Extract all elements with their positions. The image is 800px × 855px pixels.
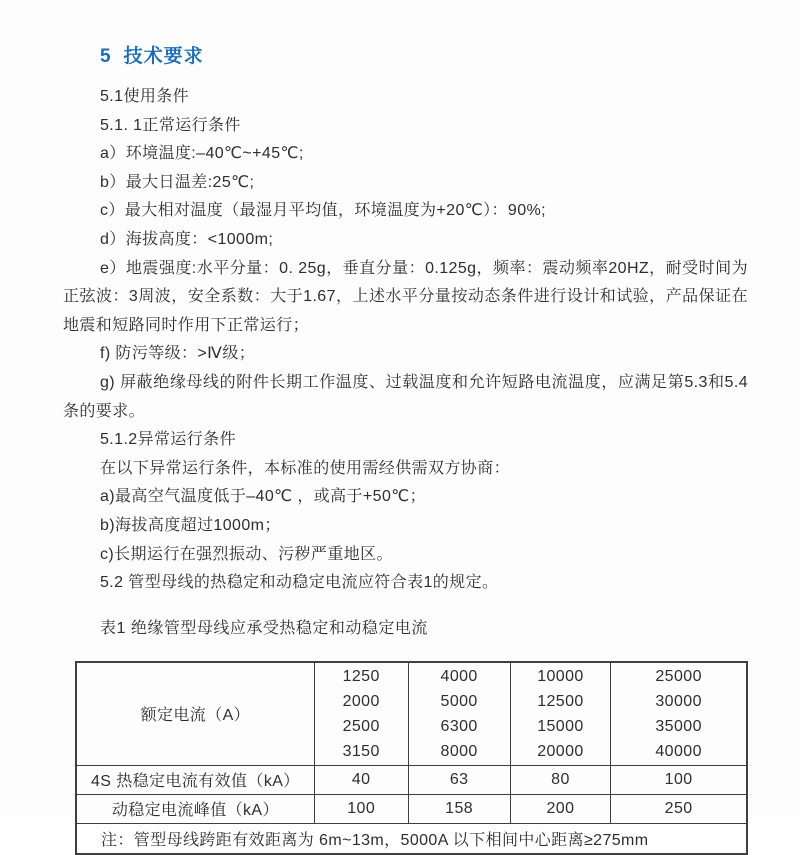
section-heading xyxy=(100,44,748,70)
rated-value: 3150 xyxy=(342,742,380,760)
paragraph-block xyxy=(63,83,748,598)
rated-value: 15000 xyxy=(537,717,584,735)
rated-value: 30000 xyxy=(655,692,702,710)
rated-value: 6300 xyxy=(440,717,478,735)
rated-value: 20000 xyxy=(537,742,584,760)
rated-value: 2000 xyxy=(342,692,380,710)
item-b-daily-temp-difference: b）最大日温差:25℃; xyxy=(100,173,255,191)
para-abnormal-conditions-intro: 在以下异常运行条件，本标准的使用需经供需双方协商： xyxy=(100,459,511,477)
item-b-abnormal-altitude: b)海拔高度超过1000m； xyxy=(100,516,281,534)
item-g-shielded-busbar-temps: g) 屏蔽绝缘母线的附件长期工作温度、过载温度和允许短路电流温度，应满足第5.3和5.4条的要求。 xyxy=(63,373,748,420)
para-5-1: 5.1使用条件 xyxy=(100,88,190,105)
rated-value: 12500 xyxy=(537,692,584,710)
table-caption: 表1 绝缘管型母线应承受热稳定和动稳定电流 xyxy=(100,619,428,637)
dynamic-stability-value: 200 xyxy=(510,794,611,823)
rated-value: 25000 xyxy=(655,667,702,685)
item-a-ambient-temperature: a）环境温度:–40℃~+45℃; xyxy=(100,145,304,163)
item-c-abnormal-vibration: c)长期运行在强烈振动、污秽严重地区。 xyxy=(100,545,393,563)
rated-value: 1250 xyxy=(342,667,380,685)
rated-current-column-4 xyxy=(611,662,747,766)
dynamic-stability-value: 100 xyxy=(314,794,408,823)
thermal-stability-value: 63 xyxy=(408,765,510,794)
item-e-seismic-strength: e）地震强度:水平分量：0. 25g，垂直分量：0.125g，频率：震动频率20HZ，耐受时间为正弦波：3周波，安全系数：大于1.67，上述水平分量按动态条件进行设计和试验，产品保证在地震和短路同时作用下正常运行； xyxy=(63,259,748,334)
dynamic-stability-label: 动稳定电流峰值（kA） xyxy=(76,794,314,823)
item-c-max-relative-humidity: c）最大相对温度（最湿月平均值，环境温度为+20℃）：90%; xyxy=(100,202,546,220)
dynamic-stability-value: 250 xyxy=(611,794,747,823)
rated-value: 5000 xyxy=(440,692,478,710)
rated-current-column-3 xyxy=(510,662,611,766)
table-row-rated-current xyxy=(76,662,747,766)
rated-value: 8000 xyxy=(440,742,478,760)
para-5-1-1: 5.1. 1正常运行条件 xyxy=(100,116,241,134)
section-title: 技术要求 xyxy=(123,46,204,67)
rated-value: 35000 xyxy=(655,717,702,735)
dynamic-stability-value: 158 xyxy=(408,794,510,823)
document-content xyxy=(63,44,748,855)
thermal-stability-label: 4S 热稳定电流有效值（kA） xyxy=(76,765,314,794)
rated-value: 40000 xyxy=(655,742,702,760)
table-row-note xyxy=(76,823,747,854)
thermal-stability-value: 80 xyxy=(510,765,611,794)
thermal-stability-value: 40 xyxy=(314,765,408,794)
table-row-thermal-stability xyxy=(76,765,747,794)
para-5-2: 5.2 管型母线的热稳定和动稳定电流应符合表1的规定。 xyxy=(100,574,499,592)
rated-value: 2500 xyxy=(342,717,380,735)
rated-value: 4000 xyxy=(440,667,478,685)
rated-current-column-2 xyxy=(408,662,510,766)
rated-current-column-1 xyxy=(314,662,408,766)
item-d-altitude: d）海拔高度：<1000m; xyxy=(100,230,274,248)
item-f-pollution-class: f) 防污等级：>Ⅳ级； xyxy=(100,345,256,363)
rated-current-label: 额定电流（A） xyxy=(76,662,314,766)
para-5-1-2: 5.1.2异常运行条件 xyxy=(100,431,236,449)
item-a-abnormal-air-temp: a)最高空气温度低于–40℃ ，或高于+50℃； xyxy=(100,488,427,506)
table-row-dynamic-stability xyxy=(76,794,747,823)
section-number: 5 xyxy=(100,46,112,67)
rated-value: 10000 xyxy=(537,667,584,685)
table1-thermal-dynamic-currents xyxy=(75,661,748,855)
thermal-stability-value: 100 xyxy=(611,765,747,794)
table-note: 注：管型母线跨距有效距离为 6m~13m，5000A 以下相间中心距离≥275mm xyxy=(76,823,747,854)
